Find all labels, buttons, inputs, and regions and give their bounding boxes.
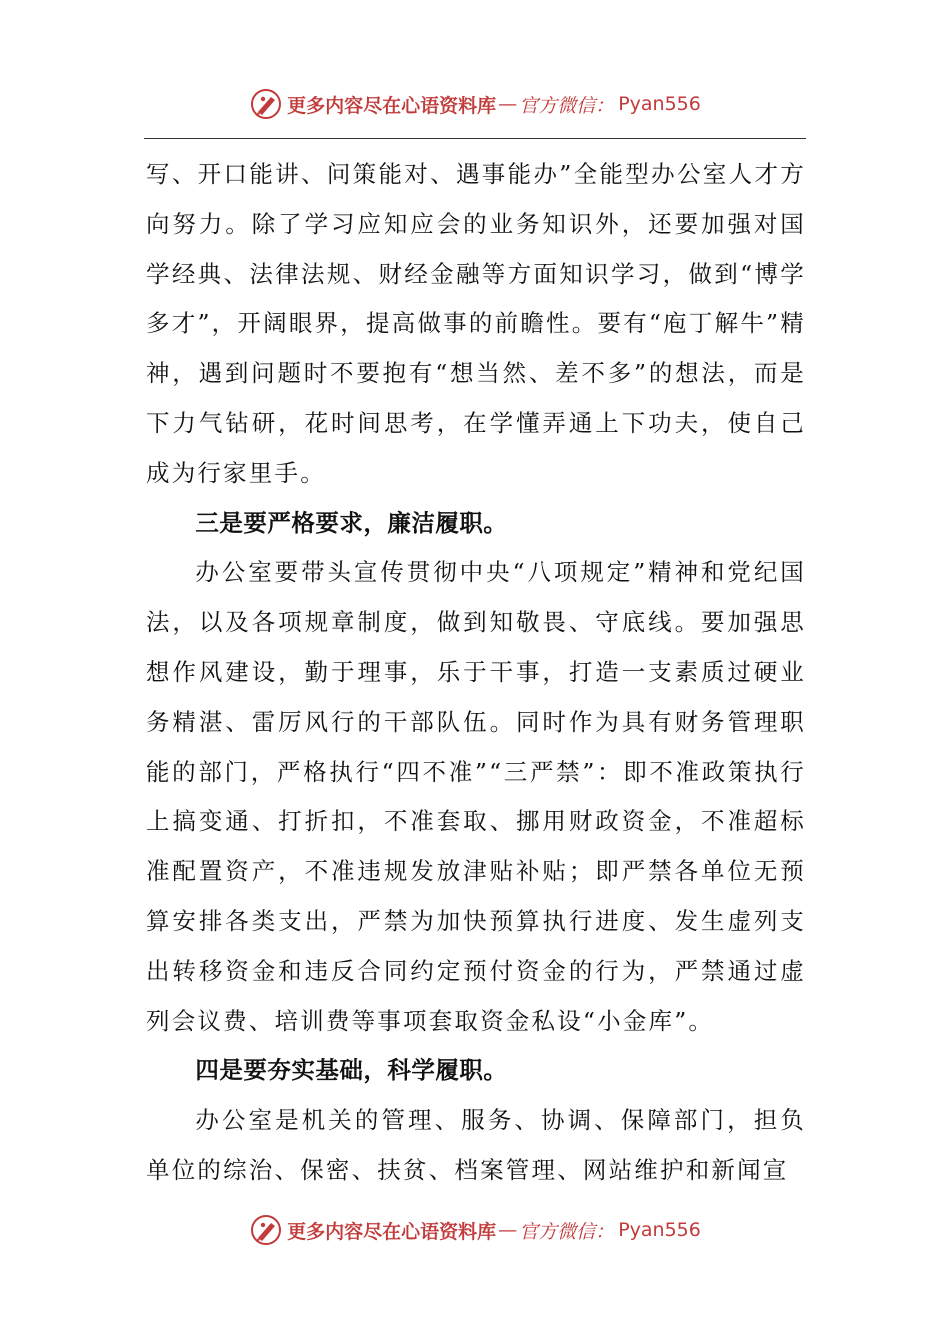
header-dash: — <box>498 93 518 115</box>
header-divider <box>144 138 806 139</box>
paragraph-1: 写、开口能讲、问策能对、遇事能办”全能型办公室人才方向努力。除了学习应知应会的业务知识外，还要加强对国学经典、法律法规、财经金融等方面知识学习，做到“博学多才”，开阔眼界，提高做事的前瞻性。要有“庖丁解牛”精神，遇到问题时不要抱有“想当然、差不多”的想法，而是下力气钻研，花时间思考，在学懂弄通上下功夫，使自己成为行家里手。 <box>146 160 806 487</box>
footer-banner <box>0 1208 950 1252</box>
header-wechat-label: 官方微信： <box>519 94 615 117</box>
paragraph-2: 办公室要带头宣传贯彻中央“八项规定”精神和党纪国法，以及各项规章制度，做到知敬畏、守底线。要加强思想作风建设，勤于理事，乐于干事，打造一支素质过硬业务精湛、雷厉风行的干部队伍。同时作为具有财务管理职能的部门，严格执行“四不准”“三严禁”：即不准政策执行上搞变通、打折扣，不准套取、挪用财政资金，不准超标准配置资产，不准违规发放津贴补贴；即严禁各单位无预算安排各类支出，严禁为加快预算执行进度、发生虚列支出转移资金和违反合同约定预付资金的行为，严禁通过虚列会议费、培训费等事项套取资金私设“小金库”。 <box>146 558 806 1035</box>
header-banner <box>0 82 950 126</box>
footer-wechat-label: 官方微信： <box>519 1220 615 1243</box>
section-heading-4: 四是要夯实基础，科学履职。 <box>195 1056 508 1085</box>
section-heading-3: 三是要严格要求，廉洁履职。 <box>195 508 508 537</box>
header-wechat-id: Pyan556 <box>618 93 701 115</box>
document-body <box>146 150 806 1196</box>
footer-wechat-id: Pyan556 <box>618 1219 701 1241</box>
paragraph-3: 办公室是机关的管理、服务、协调、保障部门，担负单位的综治、保密、扶贫、档案管理、网站维护和新闻宣 <box>146 1106 806 1184</box>
pen-nib-logo-icon <box>249 87 283 121</box>
footer-site-text: 更多内容尽在心语资料库 <box>287 1220 497 1243</box>
footer-dash: — <box>498 1219 518 1241</box>
pen-nib-logo-icon <box>249 1213 283 1247</box>
header-site-text: 更多内容尽在心语资料库 <box>287 94 497 117</box>
